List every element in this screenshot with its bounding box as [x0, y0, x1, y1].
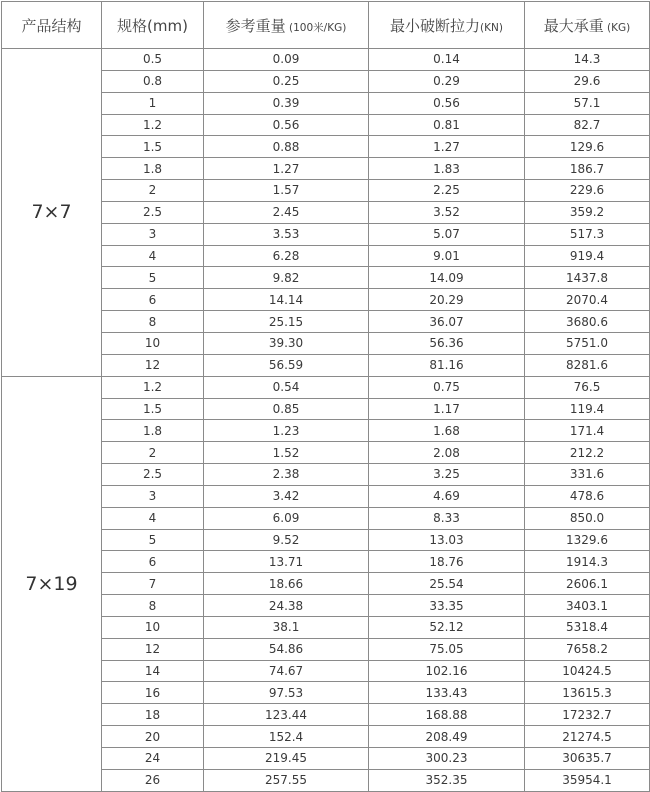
spec-cell: 0.5 — [102, 49, 204, 71]
spec-cell: 8 — [102, 595, 204, 617]
weight-cell: 219.45 — [204, 748, 369, 770]
weight-cell: 0.39 — [204, 92, 369, 114]
max-load-cell: 82.7 — [525, 114, 650, 136]
min-breaking-force-cell: 0.75 — [369, 376, 525, 398]
min-breaking-force-cell: 25.54 — [369, 573, 525, 595]
max-load-cell: 3403.1 — [525, 595, 650, 617]
weight-cell: 0.54 — [204, 376, 369, 398]
wire-rope-spec-table — [1, 1, 650, 792]
min-breaking-force-cell: 4.69 — [369, 485, 525, 507]
spec-cell: 1.8 — [102, 420, 204, 442]
min-breaking-force-cell: 300.23 — [369, 748, 525, 770]
weight-cell: 1.57 — [204, 180, 369, 202]
header-unit: (100米/KG) — [285, 21, 347, 34]
min-breaking-force-cell: 9.01 — [369, 245, 525, 267]
spec-cell: 10 — [102, 332, 204, 354]
weight-cell: 3.53 — [204, 223, 369, 245]
table-row — [2, 376, 650, 398]
min-breaking-force-cell: 1.68 — [369, 420, 525, 442]
min-breaking-force-cell: 352.35 — [369, 769, 525, 791]
min-breaking-force-cell: 133.43 — [369, 682, 525, 704]
weight-cell: 24.38 — [204, 595, 369, 617]
header-label: 最小破断拉力 — [390, 16, 481, 35]
max-load-cell: 57.1 — [525, 92, 650, 114]
max-load-cell: 35954.1 — [525, 769, 650, 791]
weight-cell: 152.4 — [204, 726, 369, 748]
max-load-cell: 5318.4 — [525, 616, 650, 638]
weight-cell: 38.1 — [204, 616, 369, 638]
weight-cell: 6.09 — [204, 507, 369, 529]
weight-cell: 3.42 — [204, 485, 369, 507]
spec-cell: 6 — [102, 289, 204, 311]
header-spec — [102, 2, 204, 49]
min-breaking-force-cell: 56.36 — [369, 332, 525, 354]
max-load-cell: 331.6 — [525, 464, 650, 486]
spec-cell: 0.8 — [102, 70, 204, 92]
weight-cell: 257.55 — [204, 769, 369, 791]
max-load-cell: 8281.6 — [525, 354, 650, 376]
table-row — [2, 49, 650, 71]
spec-cell: 2 — [102, 180, 204, 202]
min-breaking-force-cell: 81.16 — [369, 354, 525, 376]
weight-cell: 2.38 — [204, 464, 369, 486]
weight-cell: 54.86 — [204, 638, 369, 660]
spec-cell: 6 — [102, 551, 204, 573]
spec-cell: 8 — [102, 311, 204, 333]
min-breaking-force-cell: 36.07 — [369, 311, 525, 333]
max-load-cell: 1329.6 — [525, 529, 650, 551]
header-unit: (KN) — [480, 21, 503, 34]
max-load-cell: 2606.1 — [525, 573, 650, 595]
structure-cell: 7×19 — [2, 376, 102, 791]
weight-cell: 2.45 — [204, 201, 369, 223]
max-load-cell: 10424.5 — [525, 660, 650, 682]
spec-cell: 16 — [102, 682, 204, 704]
weight-cell: 0.56 — [204, 114, 369, 136]
spec-cell: 2.5 — [102, 464, 204, 486]
max-load-cell: 186.7 — [525, 158, 650, 180]
weight-cell: 56.59 — [204, 354, 369, 376]
min-breaking-force-cell: 0.29 — [369, 70, 525, 92]
min-breaking-force-cell: 14.09 — [369, 267, 525, 289]
header-unit: (KG) — [603, 21, 631, 34]
weight-cell: 25.15 — [204, 311, 369, 333]
weight-cell: 123.44 — [204, 704, 369, 726]
max-load-cell: 359.2 — [525, 201, 650, 223]
spec-cell: 5 — [102, 529, 204, 551]
spec-cell: 1.5 — [102, 398, 204, 420]
min-breaking-force-cell: 1.83 — [369, 158, 525, 180]
weight-cell: 97.53 — [204, 682, 369, 704]
weight-cell: 9.82 — [204, 267, 369, 289]
min-breaking-force-cell: 1.17 — [369, 398, 525, 420]
weight-cell: 0.88 — [204, 136, 369, 158]
max-load-cell: 30635.7 — [525, 748, 650, 770]
min-breaking-force-cell: 0.14 — [369, 49, 525, 71]
weight-cell: 6.28 — [204, 245, 369, 267]
spec-cell: 14 — [102, 660, 204, 682]
spec-cell: 1.2 — [102, 376, 204, 398]
max-load-cell: 171.4 — [525, 420, 650, 442]
max-load-cell: 7658.2 — [525, 638, 650, 660]
min-breaking-force-cell: 8.33 — [369, 507, 525, 529]
weight-cell: 9.52 — [204, 529, 369, 551]
min-breaking-force-cell: 168.88 — [369, 704, 525, 726]
min-breaking-force-cell: 13.03 — [369, 529, 525, 551]
min-breaking-force-cell: 18.76 — [369, 551, 525, 573]
weight-cell: 74.67 — [204, 660, 369, 682]
min-breaking-force-cell: 1.27 — [369, 136, 525, 158]
max-load-cell: 229.6 — [525, 180, 650, 202]
min-breaking-force-cell: 2.08 — [369, 442, 525, 464]
max-load-cell: 517.3 — [525, 223, 650, 245]
header-weight — [204, 2, 369, 49]
min-breaking-force-cell: 20.29 — [369, 289, 525, 311]
max-load-cell: 919.4 — [525, 245, 650, 267]
min-breaking-force-cell: 102.16 — [369, 660, 525, 682]
min-breaking-force-cell: 208.49 — [369, 726, 525, 748]
max-load-cell: 13615.3 — [525, 682, 650, 704]
header-row — [2, 2, 650, 49]
max-load-cell: 850.0 — [525, 507, 650, 529]
max-load-cell: 21274.5 — [525, 726, 650, 748]
min-breaking-force-cell: 2.25 — [369, 180, 525, 202]
header-label: 最大承重 — [543, 16, 604, 35]
header-label: 产品结构 — [21, 16, 82, 35]
spec-cell: 3 — [102, 223, 204, 245]
max-load-cell: 14.3 — [525, 49, 650, 71]
min-breaking-force-cell: 3.25 — [369, 464, 525, 486]
spec-cell: 10 — [102, 616, 204, 638]
spec-cell: 24 — [102, 748, 204, 770]
min-breaking-force-cell: 5.07 — [369, 223, 525, 245]
max-load-cell: 129.6 — [525, 136, 650, 158]
header-min-breaking-force — [369, 2, 525, 49]
min-breaking-force-cell: 3.52 — [369, 201, 525, 223]
max-load-cell: 3680.6 — [525, 311, 650, 333]
spec-cell: 2.5 — [102, 201, 204, 223]
spec-cell: 12 — [102, 638, 204, 660]
spec-cell: 1.2 — [102, 114, 204, 136]
max-load-cell: 5751.0 — [525, 332, 650, 354]
header-label: 规格(mm) — [117, 16, 188, 35]
max-load-cell: 17232.7 — [525, 704, 650, 726]
max-load-cell: 119.4 — [525, 398, 650, 420]
min-breaking-force-cell: 75.05 — [369, 638, 525, 660]
header-max-load — [525, 2, 650, 49]
spec-cell: 1.5 — [102, 136, 204, 158]
spec-cell: 4 — [102, 245, 204, 267]
weight-cell: 13.71 — [204, 551, 369, 573]
max-load-cell: 1914.3 — [525, 551, 650, 573]
max-load-cell: 1437.8 — [525, 267, 650, 289]
weight-cell: 1.23 — [204, 420, 369, 442]
spec-cell: 1.8 — [102, 158, 204, 180]
weight-cell: 1.27 — [204, 158, 369, 180]
weight-cell: 1.52 — [204, 442, 369, 464]
weight-cell: 0.09 — [204, 49, 369, 71]
structure-cell: 7×7 — [2, 49, 102, 377]
spec-cell: 12 — [102, 354, 204, 376]
spec-cell: 4 — [102, 507, 204, 529]
spec-cell: 18 — [102, 704, 204, 726]
max-load-cell: 2070.4 — [525, 289, 650, 311]
spec-cell: 5 — [102, 267, 204, 289]
min-breaking-force-cell: 52.12 — [369, 616, 525, 638]
weight-cell: 18.66 — [204, 573, 369, 595]
header-structure — [2, 2, 102, 49]
max-load-cell: 29.6 — [525, 70, 650, 92]
spec-cell: 7 — [102, 573, 204, 595]
spec-cell: 3 — [102, 485, 204, 507]
min-breaking-force-cell: 33.35 — [369, 595, 525, 617]
max-load-cell: 76.5 — [525, 376, 650, 398]
header-label: 参考重量 — [225, 16, 286, 35]
spec-cell: 26 — [102, 769, 204, 791]
weight-cell: 39.30 — [204, 332, 369, 354]
spec-cell: 1 — [102, 92, 204, 114]
spec-cell: 20 — [102, 726, 204, 748]
table-body — [2, 49, 650, 792]
weight-cell: 0.25 — [204, 70, 369, 92]
weight-cell: 14.14 — [204, 289, 369, 311]
min-breaking-force-cell: 0.56 — [369, 92, 525, 114]
max-load-cell: 212.2 — [525, 442, 650, 464]
weight-cell: 0.85 — [204, 398, 369, 420]
spec-cell: 2 — [102, 442, 204, 464]
min-breaking-force-cell: 0.81 — [369, 114, 525, 136]
max-load-cell: 478.6 — [525, 485, 650, 507]
